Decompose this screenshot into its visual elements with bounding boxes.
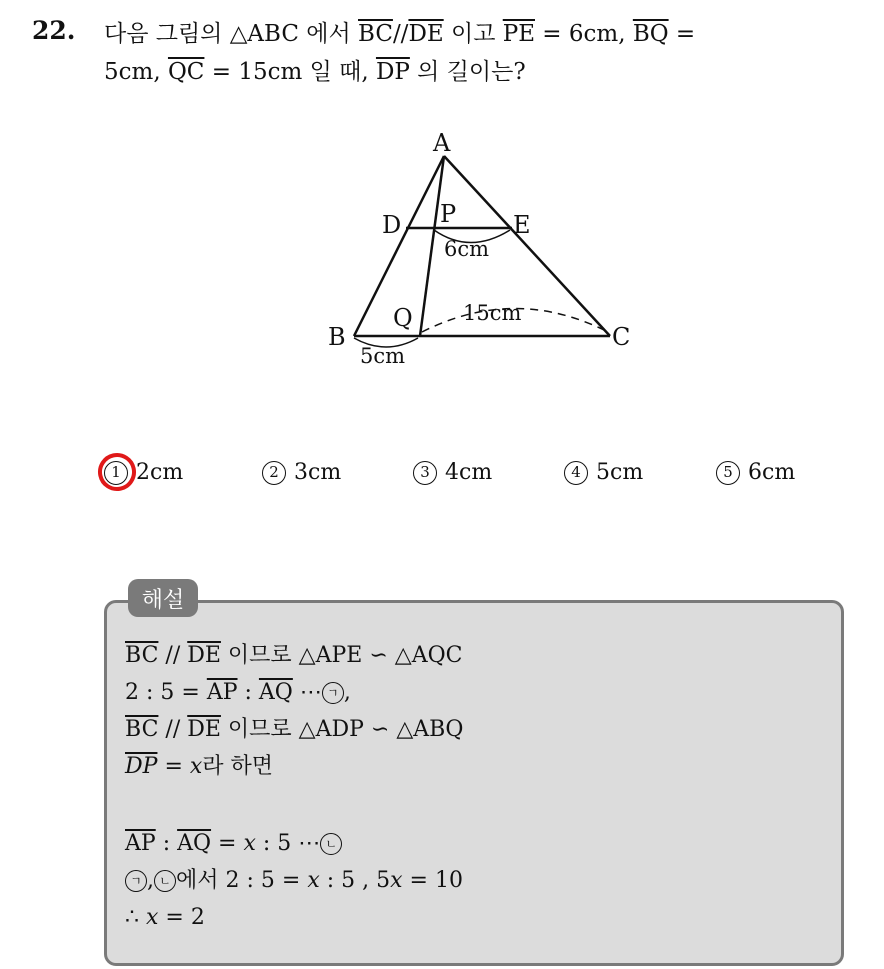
solution-box [104, 600, 844, 966]
sol6-mark-giyeok: ㄱ [125, 870, 147, 892]
choice-1-number: 1 [104, 461, 128, 485]
choice-4-text: 5cm [596, 460, 644, 485]
choice-1-text: 2cm [136, 460, 184, 485]
choice-4-number: 4 [564, 461, 588, 485]
solution-tab: 해설 [128, 579, 198, 617]
choice-2[interactable] [262, 460, 341, 485]
sol4-eq: = [157, 754, 190, 779]
label-a: A [433, 129, 451, 157]
choice-3-text: 4cm [445, 460, 493, 485]
label-c: C [612, 323, 631, 351]
segment-bc: $\overline{BC}$ [358, 21, 393, 47]
sol4-var: x [189, 754, 203, 779]
question-text [104, 15, 864, 91]
label-e: E [513, 211, 531, 239]
solution-line-7 [125, 899, 841, 936]
sol1-seg-bc: $\overline{BC}$ [125, 643, 159, 668]
question-number: 22. [32, 16, 76, 45]
segment-qc: $\overline{QC}$ [167, 59, 205, 85]
label-pe-length: 6cm [444, 237, 490, 261]
sol4-seg-dp: $\overline{DP}$ [125, 754, 158, 779]
solution-line-3 [125, 711, 841, 748]
sol6-comma: , [147, 868, 154, 893]
question-eq1: = 6cm, [535, 21, 633, 47]
question-prefix: 다음 그림의 △ABC 에서 [104, 21, 358, 47]
solution-line-2 [125, 674, 841, 711]
question-pre2: 5cm, [104, 59, 168, 85]
sol2-post: , [343, 680, 351, 705]
sol1-parallel: // [158, 643, 188, 668]
segment-aq-line [420, 156, 444, 336]
choice-4[interactable] [564, 460, 643, 485]
question-line-1 [104, 15, 864, 53]
segment-de: $\overline{DE}$ [408, 21, 444, 47]
sol3-seg-de: $\overline{DE}$ [187, 717, 221, 742]
sol2-seg-ap: $\overline{AP}$ [206, 680, 238, 705]
question-line-2 [104, 53, 864, 91]
triangle-figure [320, 120, 640, 380]
sol5-seg-ap: $\overline{AP}$ [125, 831, 156, 856]
sol5-colon: : [155, 831, 178, 856]
segment-bq: $\overline{BQ}$ [632, 21, 669, 47]
sol7-var: x [146, 905, 159, 930]
solution-spacer [125, 785, 841, 825]
sol5-seg-aq: $\overline{AQ}$ [177, 831, 212, 856]
sol3-seg-bc: $\overline{BC}$ [125, 717, 159, 742]
sol2-dots: ⋯ [292, 680, 322, 705]
segment-dp: $\overline{DP}$ [375, 59, 410, 85]
sol6-rest1: 에서 2 : 5 = [176, 868, 308, 893]
sol6-var: x [307, 868, 320, 893]
sol2-seg-aq: $\overline{AQ}$ [258, 680, 293, 705]
question-eq2: = [668, 21, 696, 47]
sol2-pre: 2 : 5 = [125, 680, 207, 705]
choice-5-text: 6cm [748, 460, 796, 485]
question-suffix: 의 길이는? [409, 59, 526, 85]
choice-2-number: 2 [262, 461, 286, 485]
choice-3-number: 3 [413, 461, 437, 485]
choice-1[interactable] [104, 460, 183, 485]
label-bq-length: 5cm [360, 344, 406, 368]
choice-3[interactable] [413, 460, 492, 485]
sol1-seg-de: $\overline{DE}$ [187, 643, 221, 668]
choice-5-number: 5 [716, 461, 740, 485]
sol3-rest: 이므로 △ADP ∽ △ABQ [220, 717, 464, 742]
sol5-rest: : 5 ⋯ [255, 831, 321, 856]
solution-line-4 [125, 748, 841, 785]
choice-5[interactable] [716, 460, 795, 485]
label-b: B [328, 323, 346, 351]
sol2-colon: : [237, 680, 259, 705]
sol3-parallel: // [158, 717, 188, 742]
solution-line-1 [125, 637, 841, 674]
sol6-mark-nieun: ㄴ [154, 870, 176, 892]
label-p: P [440, 200, 457, 228]
sol1-rest: 이므로 △APE ∽ △AQC [220, 643, 463, 668]
sol5-eq: = [211, 831, 244, 856]
sol6-var2: x [390, 868, 403, 893]
sol5-var: x [243, 831, 256, 856]
solution-line-5 [125, 825, 841, 862]
sol6-rest2: : 5 , 5 [319, 868, 391, 893]
sol6-rest3: = 10 [402, 868, 463, 893]
solution-line-6 [125, 862, 841, 899]
choice-2-text: 3cm [294, 460, 342, 485]
selected-answer-mark [94, 449, 139, 494]
parallel-symbol: // [392, 21, 409, 47]
sol2-mark-giyeok: ㄱ [322, 682, 344, 704]
label-qc-length: 15cm [463, 301, 522, 325]
segment-pe: $\overline{PE}$ [502, 21, 535, 47]
label-q: Q [393, 304, 413, 332]
sol5-mark-nieun: ㄴ [320, 833, 342, 855]
label-d: D [382, 211, 402, 239]
question-eq3: = 15cm 일 때, [204, 59, 376, 85]
sol7-rest: = 2 [158, 905, 205, 930]
answer-choices [104, 460, 824, 500]
sol4-rest: 라 하면 [202, 754, 274, 779]
sol7-therefore: ∴ [125, 905, 146, 930]
question-mid: 이고 [443, 21, 503, 47]
